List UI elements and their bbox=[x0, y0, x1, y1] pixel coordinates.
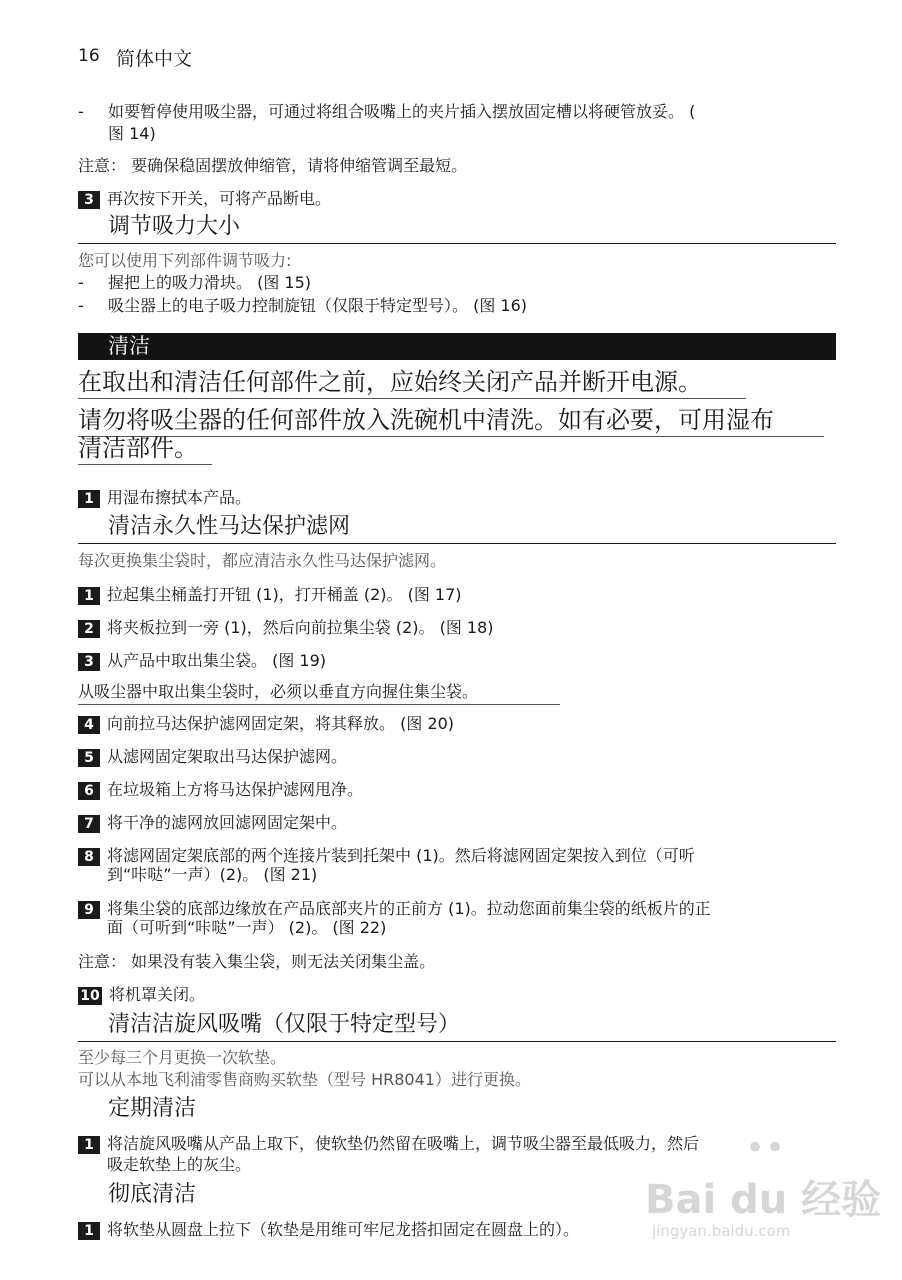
step-1-wipe bbox=[78, 487, 251, 509]
heading-rule bbox=[78, 1041, 836, 1042]
step-text: 从产品中取出集尘袋。 (图 19) bbox=[107, 651, 327, 670]
note-tube: 注意： 要确保稳固摆放伸缩管，请将伸缩管调至最短。 bbox=[78, 156, 468, 175]
step-number: 6 bbox=[78, 782, 100, 800]
section-bar-cleaning bbox=[78, 333, 836, 360]
filter-step-10 bbox=[78, 984, 205, 1006]
step-number: 2 bbox=[78, 620, 100, 638]
warning-power-off: 在取出和清洁任何部件之前，应始终关闭产品并断开电源。 bbox=[78, 368, 702, 396]
heading-adjust-suction: 调节吸力大小 bbox=[108, 214, 241, 239]
step-text: 将软垫从圆盘上拉下（软垫是用维可牢尼龙搭扣固定在圆盘上的）。 bbox=[107, 1220, 580, 1239]
step-number: 9 bbox=[78, 901, 100, 919]
step-text: 在垃圾箱上方将马达保护滤网甩净。 bbox=[107, 780, 364, 799]
suction-intro: 您可以使用下列部件调节吸力: bbox=[78, 251, 292, 270]
bullet-dash: - bbox=[78, 273, 84, 292]
step-3-switch-off bbox=[78, 188, 331, 210]
step-text: 再次按下开关，可将产品断电。 bbox=[107, 189, 332, 208]
step-text: 将机罩关闭。 bbox=[109, 985, 206, 1004]
step-number: 3 bbox=[78, 191, 100, 209]
warning-dishwasher-line2: 清洁部件。 bbox=[78, 434, 198, 462]
filter-step-2 bbox=[78, 617, 494, 639]
baidu-watermark-logo: Bai du 经验 bbox=[645, 1177, 882, 1223]
section-title-cleaning: 清洁 bbox=[108, 334, 150, 358]
step-number: 4 bbox=[78, 716, 100, 734]
step-number: 1 bbox=[78, 1136, 100, 1154]
regular-step-1-line1 bbox=[78, 1133, 699, 1155]
nozzle-replace-pad: 至少每三个月更换一次软垫。 bbox=[78, 1048, 287, 1067]
step-number: 8 bbox=[78, 848, 100, 866]
caution-hold-bag: 从吸尘器中取出集尘袋时，必须以垂直方向握住集尘袋。 bbox=[78, 682, 479, 701]
step-number: 5 bbox=[78, 749, 100, 767]
heading-rule bbox=[78, 543, 836, 544]
step-text: 将洁旋风吸嘴从产品上取下，使软垫仍然留在吸嘴上，调节吸尘器至最低吸力，然后 bbox=[107, 1134, 700, 1153]
step-text: 用湿布擦拭本产品。 bbox=[107, 488, 252, 507]
filter-step-1 bbox=[78, 584, 462, 606]
step-text: 将夹板拉到一旁 (1)，然后向前拉集尘袋 (2)。 (图 18) bbox=[107, 618, 494, 637]
baidu-watermark-url: jingyan.baidu.com bbox=[652, 1222, 791, 1240]
filter-step-7 bbox=[78, 812, 347, 834]
step-number: 1 bbox=[78, 490, 100, 508]
filter-step-9-line2: 面（可听到“咔哒”一声） (2)。 (图 22) bbox=[107, 918, 387, 937]
step-number: 1 bbox=[78, 587, 100, 605]
bullet-dash: - bbox=[78, 296, 84, 315]
heading-rule bbox=[78, 243, 836, 244]
caution-rule bbox=[78, 704, 560, 705]
step-text: 从滤网固定架取出马达保护滤网。 bbox=[107, 747, 348, 766]
warning-dishwasher-line1: 请勿将吸尘器的任何部件放入洗碗机中清洗。如有必要，可用湿布 bbox=[78, 406, 774, 434]
filter-step-5 bbox=[78, 746, 347, 768]
bullet-park-line1: 如要暂停使用吸尘器，可通过将组合吸嘴上的夹片插入摆放固定槽以将硬管放妥。 ( bbox=[108, 102, 696, 121]
nozzle-buy-pad: 可以从本地飞利浦零售商购买软垫（型号 HR8041）进行更换。 bbox=[78, 1070, 531, 1089]
step-number: 3 bbox=[78, 653, 100, 671]
thorough-step-1 bbox=[78, 1219, 579, 1241]
step-number: 10 bbox=[78, 987, 102, 1005]
baidu-paw-icon: •• bbox=[745, 1128, 786, 1168]
step-text: 向前拉马达保护滤网固定架，将其释放。 (图 20) bbox=[107, 714, 455, 733]
filter-step-8-line2: 到“咔哒”一声）(2)。 (图 21) bbox=[107, 865, 318, 884]
suction-item-knob: 吸尘器上的电子吸力控制旋钮（仅限于特定型号）。 (图 16) bbox=[108, 296, 528, 315]
warning-rule bbox=[78, 398, 746, 399]
step-text: 将集尘袋的底部边缘放在产品底部夹片的正前方 (1)。拉动您面前集尘袋的纸板片的正 bbox=[107, 899, 711, 918]
page-number: 16 bbox=[78, 46, 100, 66]
step-number: 7 bbox=[78, 815, 100, 833]
note-no-bag: 注意： 如果没有装入集尘袋，则无法关闭集尘盖。 bbox=[78, 952, 436, 971]
step-number: 1 bbox=[78, 1222, 100, 1240]
heading-clean-nozzle: 清洁洁旋风吸嘴（仅限于特定型号） bbox=[108, 1012, 461, 1037]
suction-item-slider: 握把上的吸力滑块。 (图 15) bbox=[108, 273, 312, 292]
step-text: 将干净的滤网放回滤网固定架中。 bbox=[107, 813, 348, 832]
step-text: 将滤网固定架底部的两个连接片装到托架中 (1)。然后将滤网固定架按入到位（可听 bbox=[107, 846, 695, 865]
warning-rule bbox=[78, 464, 212, 465]
heading-clean-filter: 清洁永久性马达保护滤网 bbox=[108, 514, 351, 539]
filter-step-6 bbox=[78, 779, 363, 801]
bullet-park-line2: 图 14) bbox=[108, 124, 156, 143]
filter-step-4 bbox=[78, 713, 454, 735]
heading-regular-cleaning: 定期清洁 bbox=[108, 1096, 197, 1121]
bullet-dash: - bbox=[78, 102, 84, 121]
step-text: 拉起集尘桶盖打开钮 (1)，打开桶盖 (2)。 (图 17) bbox=[107, 585, 462, 604]
regular-step-1-line2: 吸走软垫上的灰尘。 bbox=[107, 1155, 252, 1174]
page-language: 简体中文 bbox=[116, 48, 193, 70]
heading-thorough-cleaning: 彻底清洁 bbox=[108, 1182, 197, 1207]
filter-intro: 每次更换集尘袋时，都应清洁永久性马达保护滤网。 bbox=[78, 551, 447, 570]
filter-step-3 bbox=[78, 650, 326, 672]
